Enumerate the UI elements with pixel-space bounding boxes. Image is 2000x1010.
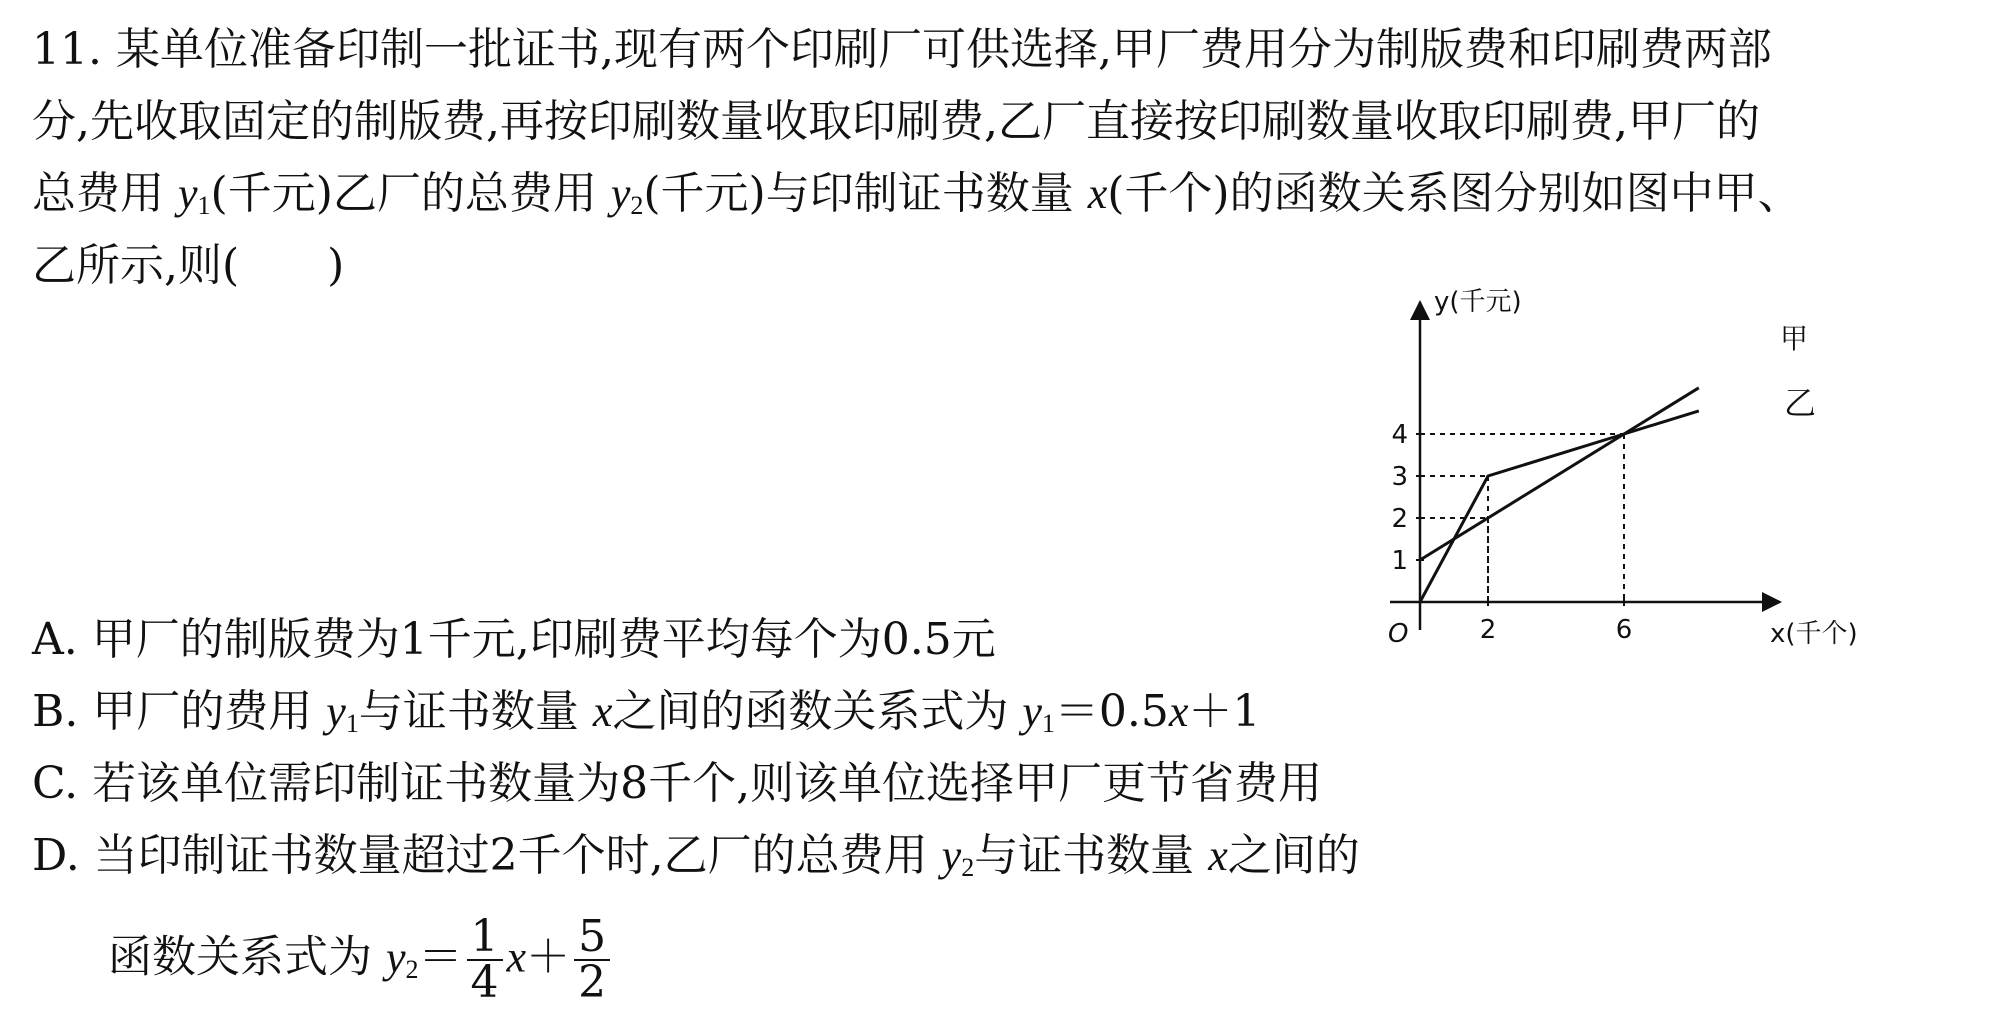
question-text-3a: 总费用 <box>32 168 178 219</box>
function-graph <box>1360 280 1920 660</box>
var-y2: $y_2$ <box>610 169 644 220</box>
question-text-3b: (千元)乙厂的总费用 <box>210 168 611 219</box>
x-tick-label-0: 2 <box>1479 615 1497 645</box>
option-b-text-a: B. 甲厂的费用 <box>32 686 327 737</box>
option-d2-text-c: ＋ <box>526 931 571 983</box>
question-line-4 <box>32 238 344 294</box>
fraction-one-quarter: $\frac{1}{4}$ <box>467 915 503 1005</box>
option-d-text-c: 之间的 <box>1227 830 1360 881</box>
y-tick-label-0: 1 <box>1391 546 1408 576</box>
y-tick-label-1: 2 <box>1391 504 1408 534</box>
option-b-text-c: 之间的函数关系式为 <box>612 686 1023 737</box>
question-text-3c: (千元)与印制证书数量 <box>643 168 1088 219</box>
var-y1: $y_1$ <box>326 687 359 738</box>
y-tick-label-3: 4 <box>1391 420 1408 450</box>
question-line-2 <box>32 94 1760 150</box>
var-x: x <box>1168 687 1189 736</box>
var-x: x <box>1087 169 1108 218</box>
question-text-4: 乙所示,则( ) <box>32 240 345 291</box>
x-axis-label: x(千个) <box>1770 619 1858 649</box>
option-c <box>32 756 1322 812</box>
question-text-3d: (千个)的函数关系图分别如图中甲、 <box>1107 168 1802 219</box>
question-line-1 <box>32 22 1772 78</box>
var-y2: $y_2$ <box>941 831 975 882</box>
option-a <box>32 612 996 668</box>
var-x: x <box>592 687 613 736</box>
x-tick-label-1: 6 <box>1615 615 1633 645</box>
option-b-text-e: ＋1 <box>1188 686 1261 737</box>
var-x: x <box>1208 831 1228 880</box>
option-c-text: C. 若该单位需印制证书数量为8千个,则该单位选择甲厂更节省费用 <box>32 758 1323 809</box>
question-text-1: 11. 某单位准备印制一批证书,现有两个印刷厂可供选择,甲厂费用分为制版费和印刷费两部 <box>32 24 1772 75</box>
option-a-text: A. 甲厂的制版费为1千元,印刷费平均每个为0.5元 <box>32 614 996 665</box>
option-d-text-a: D. 当印制证书数量超过2千个时,乙厂的总费用 <box>32 830 942 881</box>
series-line-0 <box>1420 388 1699 560</box>
option-b-text-b: 与证书数量 <box>358 686 593 737</box>
option-d2-text-b: ＝ <box>418 931 463 983</box>
y-axis-label: y(千元) <box>1434 287 1522 317</box>
var-y1: $y_1$ <box>178 169 211 220</box>
var-y1: $y_1$ <box>1022 687 1055 738</box>
origin-label: O <box>1388 619 1409 649</box>
fraction-five-halves: $\frac{5}{2}$ <box>574 915 610 1005</box>
option-b-text-d: ＝0.5 <box>1054 686 1169 737</box>
option-d-text-b: 与证书数量 <box>974 830 1209 881</box>
question-line-3 <box>32 166 1802 234</box>
series-line-1 <box>1420 411 1699 602</box>
option-b <box>32 684 1260 752</box>
series-label-jia: 甲 <box>1780 322 1809 355</box>
var-x: x <box>506 932 527 982</box>
question-text-2: 分,先收取固定的制版费,再按印刷数量收取印刷费,乙厂直接按印刷数量收取印刷费,甲厂的 <box>32 96 1760 147</box>
option-d2-text-a: 函数关系式为 <box>108 931 386 983</box>
y-tick-label-2: 3 <box>1391 462 1408 492</box>
option-d <box>32 828 1360 896</box>
var-y2: $y_2$ <box>386 932 419 984</box>
option-d-formula <box>108 911 614 1008</box>
series-label-yi: 乙 <box>1784 384 1817 422</box>
